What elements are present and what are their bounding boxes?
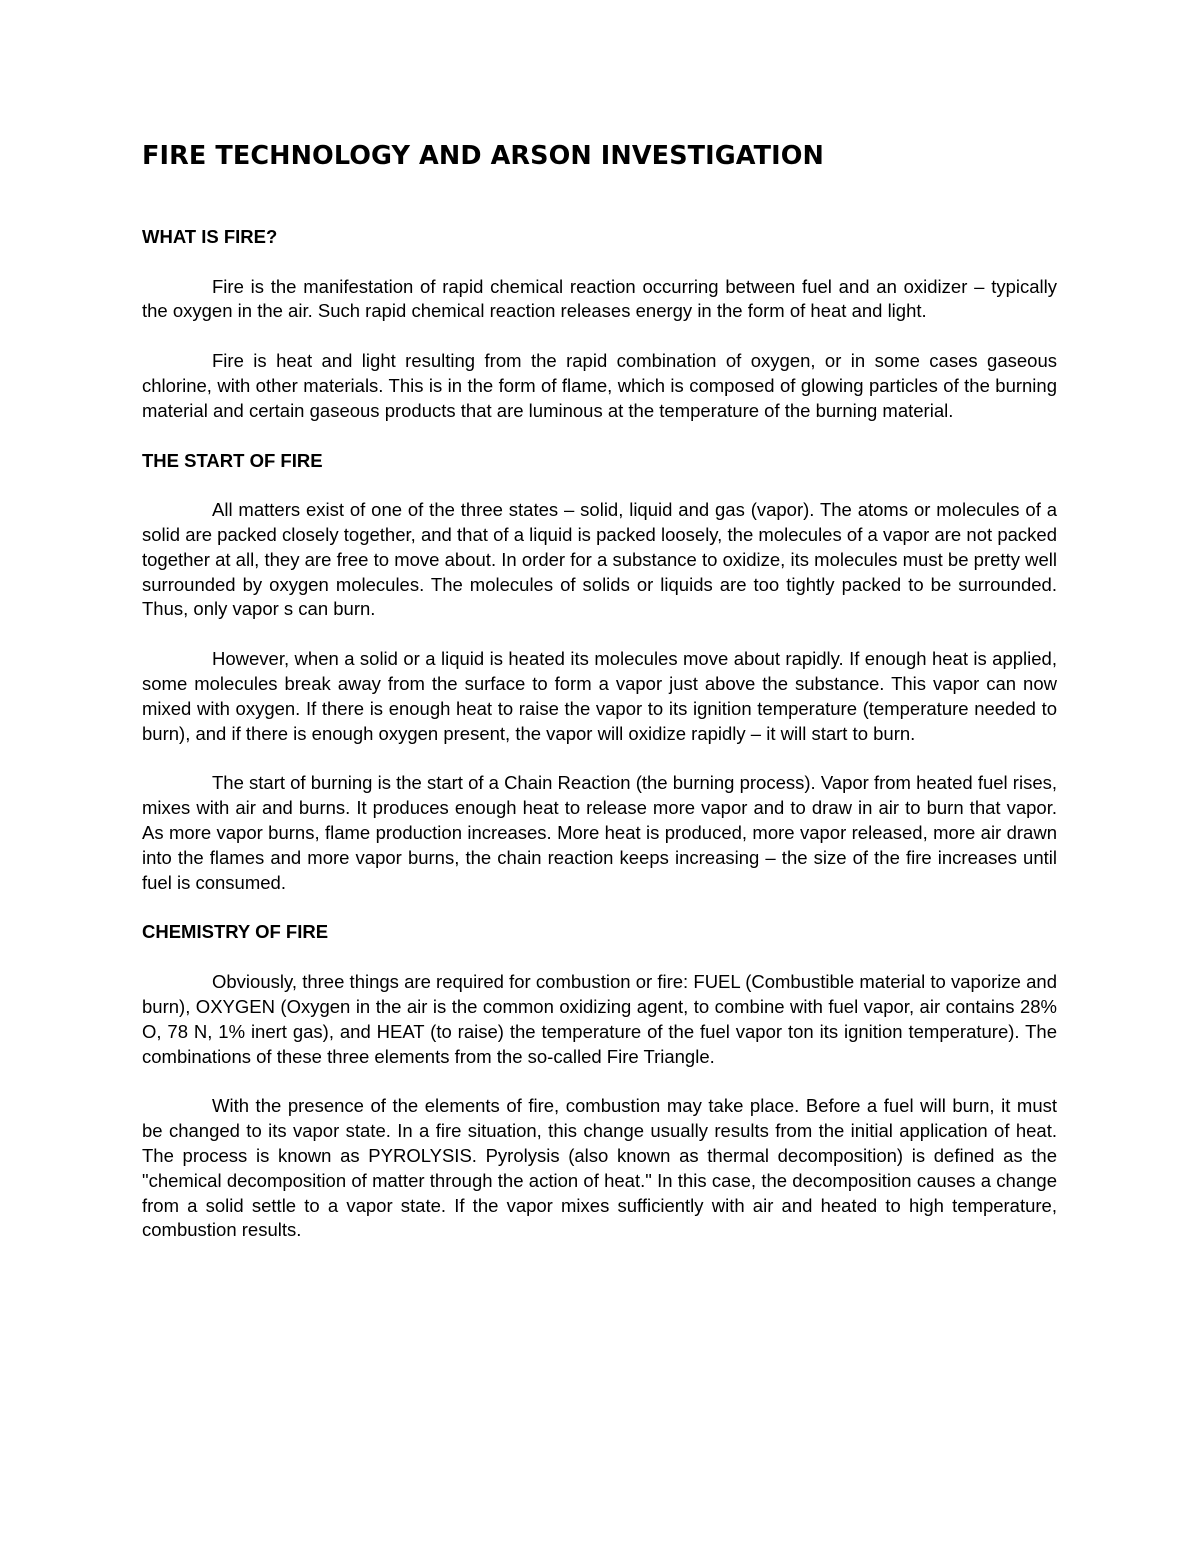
section-heading: THE START OF FIRE bbox=[142, 449, 323, 471]
paragraph: Fire is the manifestation of rapid chemical reaction occurring between fuel and an oxidizer – typically the oxygen in the air. Such rapid chemical reaction releases energy in the form of heat and light. bbox=[142, 275, 1057, 322]
paragraph: With the presence of the elements of fire, combustion may take place. Before a fuel will burn, it must be changed to its vapor state. In a fire situation, this change usually results from the initial application of heat. The process is known as PYROLYSIS. Pyrolysis (also known as thermal decomposition) is defined as the "chemical decomposition of matter through the action of heat." In this case, the decomposition causes a change from a solid settle to a vapor state. If the vapor mixes sufficiently with air and heated to high temperature, combustion results. bbox=[142, 1095, 1057, 1241]
paragraph: However, when a solid or a liquid is heated its molecules move about rapidly. If enough heat is applied, some molecules break away from the surface to form a vapor just above the substance. This vapor can now mixed with oxygen. If there is enough heat to raise the vapor to its ignition temperature (temperature needed to burn), and if there is enough oxygen present, the vapor will oxidize rapidly – it will start to burn. bbox=[142, 648, 1057, 744]
section-start-of-fire bbox=[142, 449, 1057, 896]
section-what-is-fire bbox=[142, 225, 1057, 424]
paragraph: Obviously, three things are required for combustion or fire: FUEL (Combustible material to vaporize and burn), OXYGEN (Oxygen in the air is the common oxidizing agent, to combine with fuel vapor, air contains 28% O, 78 N, 1% inert gas), and HEAT (to raise) the temperature of the fuel vapor ton its ignition temperature). The combinations of these three elements from the so-called Fire Triangle. bbox=[142, 971, 1057, 1067]
paragraph: All matters exist of one of the three states – solid, liquid and gas (vapor). The atoms or molecules of a solid are packed closely together, and that of a liquid is packed loosely, the molecules of a vapor are not packed together at all, they are free to move about. In order for a substance to oxidize, its molecules must be pretty well surrounded by oxygen molecules. The molecules of solids or liquids are too tightly packed to be surrounded. Thus, only vapor s can burn. bbox=[142, 499, 1057, 620]
section-heading: CHEMISTRY OF FIRE bbox=[142, 921, 329, 943]
document-page bbox=[142, 138, 1057, 1243]
paragraph: The start of burning is the start of a Chain Reaction (the burning process). Vapor from heated fuel rises, mixes with air and burns. It produces enough heat to release more vapor and to draw in air to burn that vapor. As more vapor burns, flame production increases. More heat is produced, more vapor released, more air drawn into the flames and more vapor burns, the chain reaction keeps increasing – the size of the fire increases until fuel is consumed. bbox=[142, 772, 1057, 893]
paragraph: Fire is heat and light resulting from the rapid combination of oxygen, or in some cases gaseous chlorine, with other materials. This is in the form of flame, which is composed of glowing particles of the burning material and certain gaseous products that are luminous at the temperature of the burning material. bbox=[142, 350, 1057, 421]
document-title: FIRE TECHNOLOGY AND ARSON INVESTIGATION bbox=[142, 141, 824, 171]
section-chemistry-of-fire bbox=[142, 920, 1057, 1243]
section-heading: WHAT IS FIRE? bbox=[142, 226, 278, 247]
